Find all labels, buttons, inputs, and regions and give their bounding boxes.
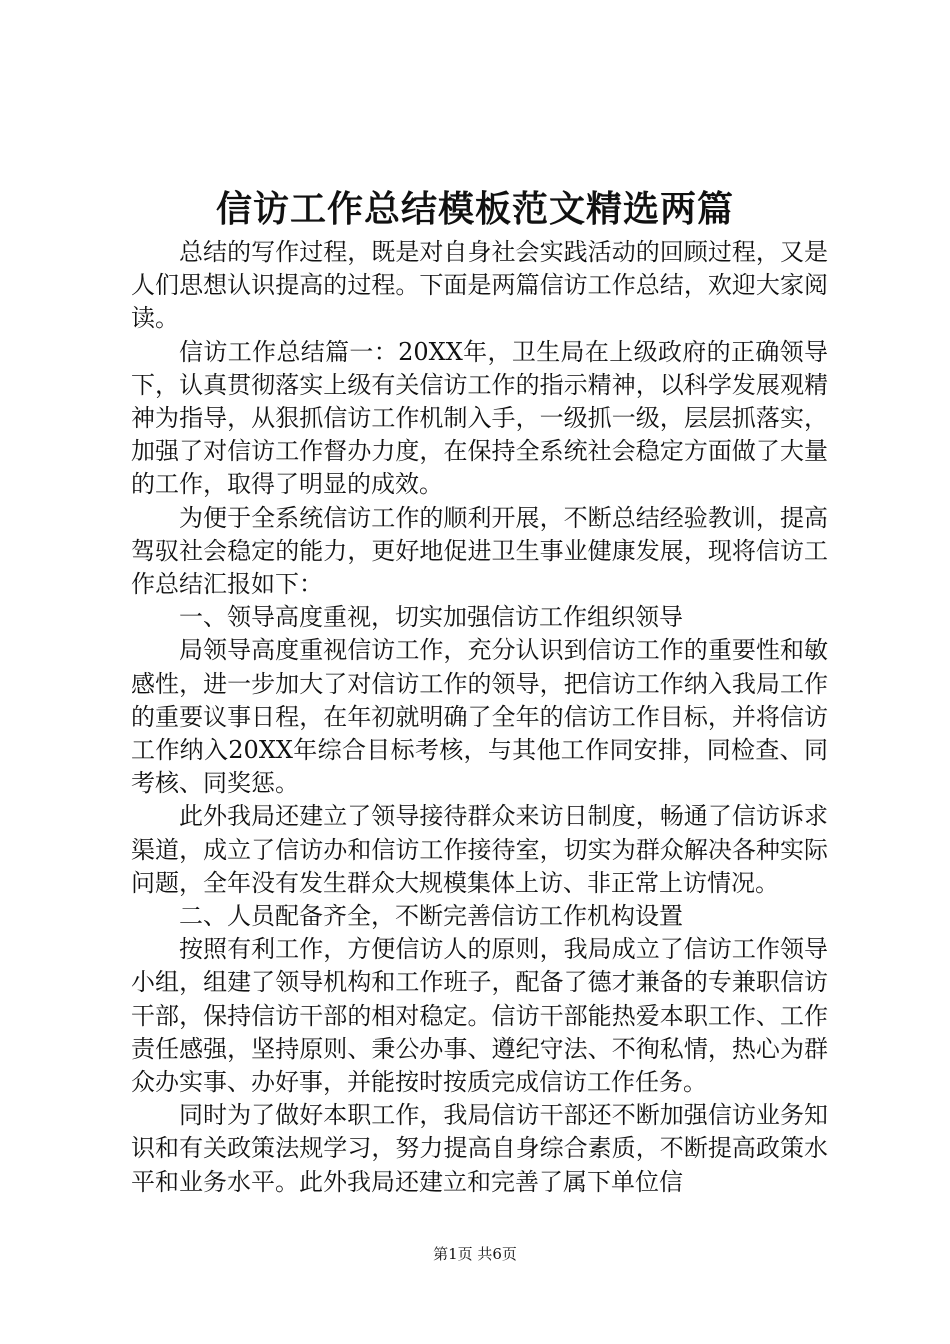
paragraph-staffing: 按照有利工作，方便信访人的原则，我局成立了信访工作领导小组，组建了领导机构和工作班子，配备了德才兼备的专兼职信访干部，保持信访干部的相对稳定。信访干部能热爱本职工作、工作责任感强，坚持原则、秉公办事、遵纪守法、不徇私情，热心为群众办实事、办好事，并能按时按质完成信访工作任务。 [131,935,828,1097]
section-heading-one: 一、领导高度重视，切实加强信访工作组织领导 [179,603,683,632]
page-footer: 第1页 共6页 [433,1245,517,1263]
paragraph-reception-system: 此外我局还建立了领导接待群众来访日制度，畅通了信访诉求渠道，成立了信访办和信访工作接待室，切实为群众解决各种实际问题，全年没有发生群众大规模集体上访、非正常上访情况。 [131,802,828,897]
paragraph-intro: 总结的写作过程，既是对自身社会实践活动的回顾过程，又是人们思想认识提高的过程。下面是两篇信访工作总结，欢迎大家阅读。 [131,238,828,333]
section-heading-two: 二、人员配备齐全，不断完善信访工作机构设置 [179,902,683,931]
paragraph-training: 同时为了做好本职工作，我局信访干部还不断加强信访业务知识和有关政策法规学习，努力提高自身综合素质，不断提高政策水平和业务水平。此外我局还建立和完善了属下单位信 [131,1101,828,1196]
document-body [131,236,828,1199]
paragraph-summary-one: 信访工作总结篇一：20XX年，卫生局在上级政府的正确领导下，认真贯彻落实上级有关信访工作的指示精神，以科学发展观精神为指导，从狠抓信访工作机制入手，一级抓一级，层层抓落实，加强了对信访工作督办力度，在保持全系统社会稳定方面做了大量的工作，取得了明显的成效。 [131,337,828,499]
paragraph-report-intro: 为便于全系统信访工作的顺利开展，不断总结经验教训，提高驾驭社会稳定的能力，更好地促进卫生事业健康发展，现将信访工作总结汇报如下： [131,503,828,599]
paragraph-leadership: 局领导高度重视信访工作，充分认识到信访工作的重要性和敏感性，进一步加大了对信访工作的领导，把信访工作纳入我局工作的重要议事日程，在年初就明确了全年的信访工作目标，并将信访工作纳入20XX年综合目标考核，与其他工作同安排，同检查、同考核、同奖惩。 [131,636,828,798]
document-title: 信访工作总结模板范文精选两篇 [215,188,734,230]
